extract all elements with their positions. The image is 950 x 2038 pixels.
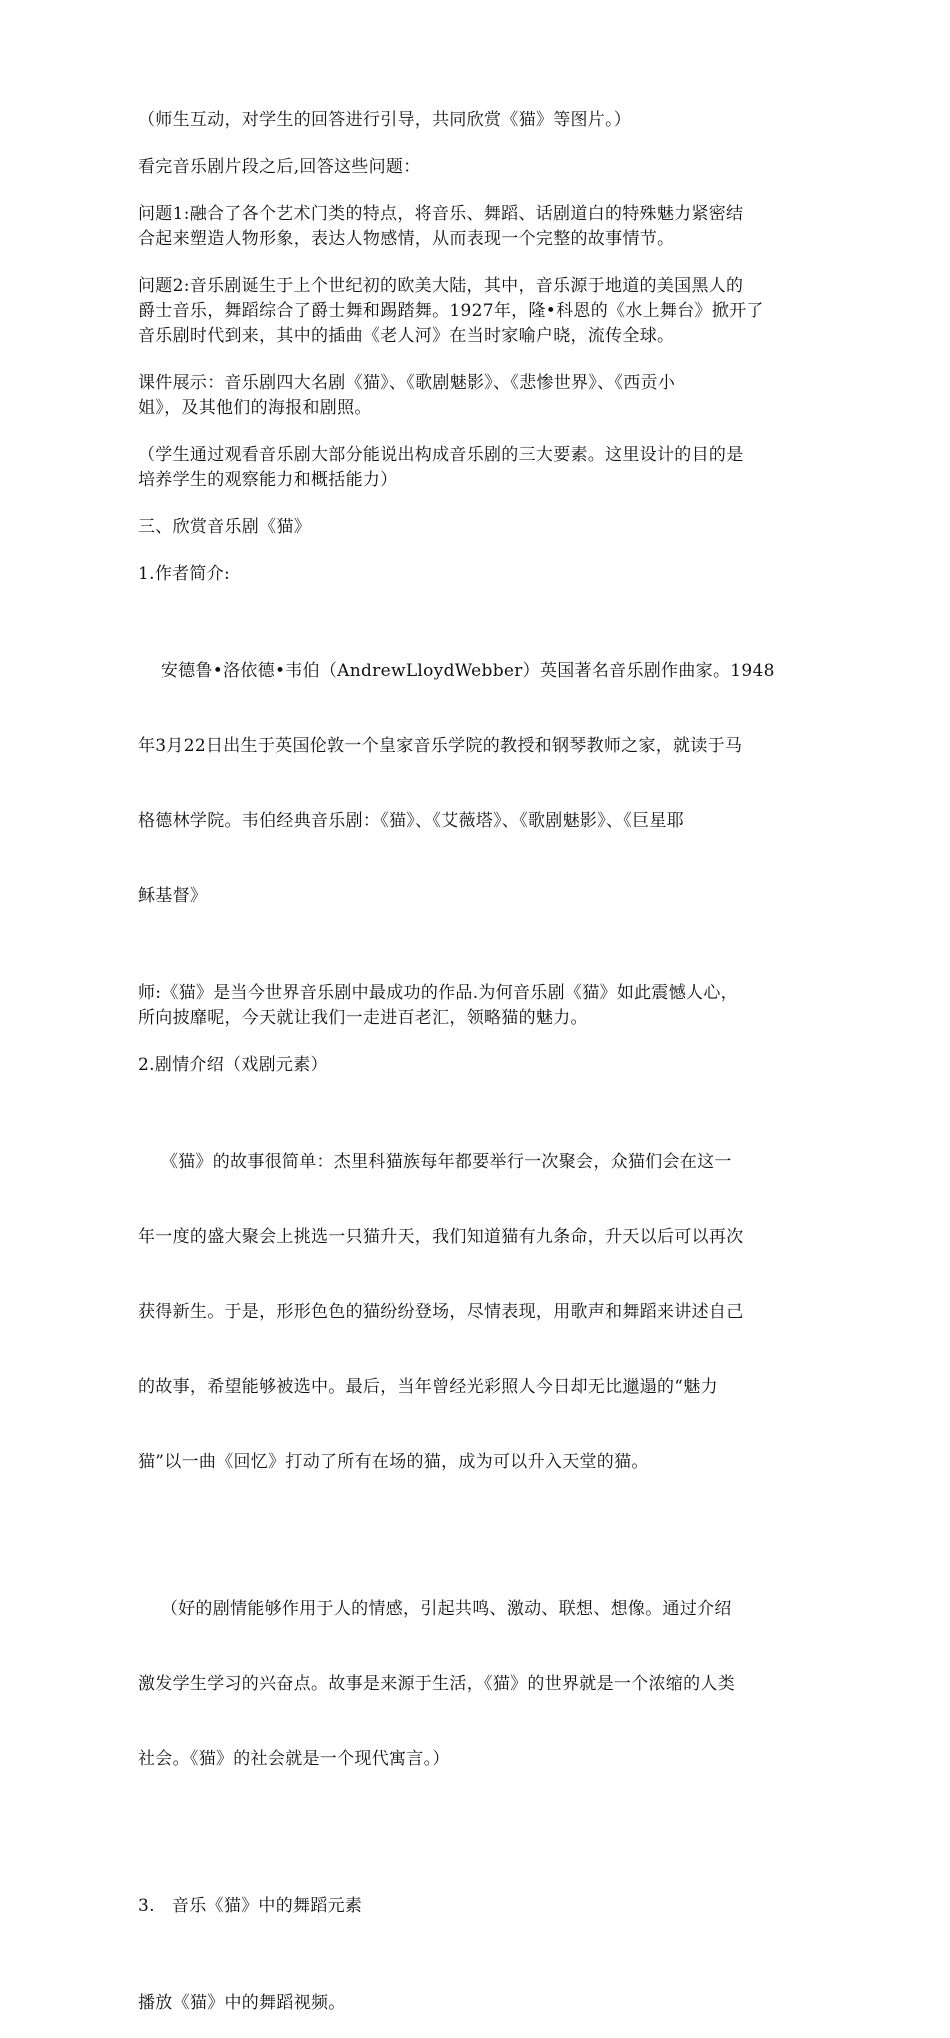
paragraph-interaction-note: [138, 108, 828, 133]
text-line: 《猫》的故事很简单：杰里科猫族每年都要举行一次聚会，众猫们会在这一: [138, 1152, 732, 1172]
text-line: 的故事，希望能够被选中。最后，当年曾经光彩照人今日却无比邋遢的“魅力: [138, 1377, 718, 1397]
text-line: 合起来塑造人物形象，表达人物感情，从而表现一个完整的故事情节。: [138, 229, 675, 249]
text-line: 所向披靡呢，今天就让我们一走进百老汇，领略猫的魅力。: [138, 1008, 588, 1028]
text-line: 师:《猫》是当今世界音乐剧中最成功的作品.为何音乐剧《猫》如此震憾人心，: [138, 983, 738, 1003]
text-line: 姐》，及其他们的海报和剧照。: [138, 398, 372, 418]
paragraph-questions-intro: [138, 155, 828, 180]
text-line: （学生通过观看音乐剧大部分能说出构成音乐剧的三大要素。这里设计的目的是: [138, 445, 744, 465]
paragraph-question-1: [138, 202, 828, 252]
paragraph-student-note: [138, 443, 828, 493]
subheading-dance-elements: [138, 1844, 828, 1969]
text-line: 音乐剧时代到来，其中的插曲《老人河》在当时家喻户晓，流传全球。: [138, 326, 675, 346]
text-line: 社会。《猫》的社会就是一个现代寓言。）: [138, 1749, 450, 1769]
text-line: 问题2:音乐剧诞生于上个世纪初的欧美大陆，其中，音乐源于地道的美国黑人的: [138, 276, 744, 296]
text-line: 安德鲁•洛依德•韦伯（AndrewLloydWebber）英国著名音乐剧作曲家。1948: [138, 661, 775, 681]
text-line: 年一度的盛大聚会上挑选一只猫升天，我们知道猫有九条命，升天以后可以再次: [138, 1227, 744, 1247]
paragraph-play-dance-video: [138, 1991, 828, 2016]
text-line: 看完音乐剧片段之后,回答这些问题：: [138, 157, 421, 177]
text-line: 课件展示：音乐剧四大名剧《猫》、《歌剧魅影》、《悲惨世界》、《西贡小: [138, 373, 676, 393]
subheading-plot-intro: [138, 1053, 828, 1078]
text-line: 三、欣赏音乐剧《猫》: [138, 517, 311, 537]
paragraph-courseware-display: [138, 371, 828, 421]
section-heading-appreciate-cats: [138, 515, 828, 540]
paragraph-plot-summary: [138, 1100, 828, 1525]
text-line: 猫”以一曲《回忆》打动了所有在场的猫，成为可以升入天堂的猫。: [138, 1452, 649, 1472]
text-line: （师生互动，对学生的回答进行引导，共同欣赏《猫》等图片。）: [138, 110, 632, 130]
text-line: 1.作者简介:: [138, 564, 231, 584]
text-line: 播放《猫》中的舞蹈视频。: [138, 1993, 346, 2013]
text-line: 3. 音乐《猫》中的舞蹈元素: [138, 1896, 363, 1916]
text-line: 问题1:融合了各个艺术门类的特点，将音乐、舞蹈、话剧道白的特殊魅力紧密结: [138, 204, 744, 224]
text-line: 格德林学院。韦伯经典音乐剧：《猫》、《艾薇塔》、《歌剧魅影》、《巨星耶: [138, 811, 684, 831]
text-line: 爵士音乐，舞蹈综合了爵士舞和踢踏舞。1927年，隆•科恩的《水上舞台》掀开了: [138, 301, 764, 321]
text-line: （好的剧情能够作用于人的情感，引起共鸣、激动、联想、想像。通过介绍: [138, 1599, 732, 1619]
paragraph-question-2: [138, 274, 828, 349]
text-line: 获得新生。于是，形形色色的猫纷纷登场，尽情表现，用歌声和舞蹈来讲述自己: [138, 1302, 744, 1322]
text-line: 激发学生学习的兴奋点。故事是来源于生活，《猫》的世界就是一个浓缩的人类: [138, 1674, 735, 1694]
paragraph-teacher-remark: [138, 981, 828, 1031]
text-line: 稣基督》: [138, 886, 208, 906]
paragraph-author-bio: [138, 609, 828, 959]
document-body: [138, 108, 828, 2038]
subheading-author-intro: [138, 562, 828, 587]
text-line: 2.剧情介绍（戏剧元素）: [138, 1055, 328, 1075]
paragraph-plot-note: [138, 1547, 828, 1822]
text-line: 培养学生的观察能力和概括能力）: [138, 470, 398, 490]
text-line: 年3月22日出生于英国伦敦一个皇家音乐学院的教授和钢琴教师之家，就读于马: [138, 736, 743, 756]
